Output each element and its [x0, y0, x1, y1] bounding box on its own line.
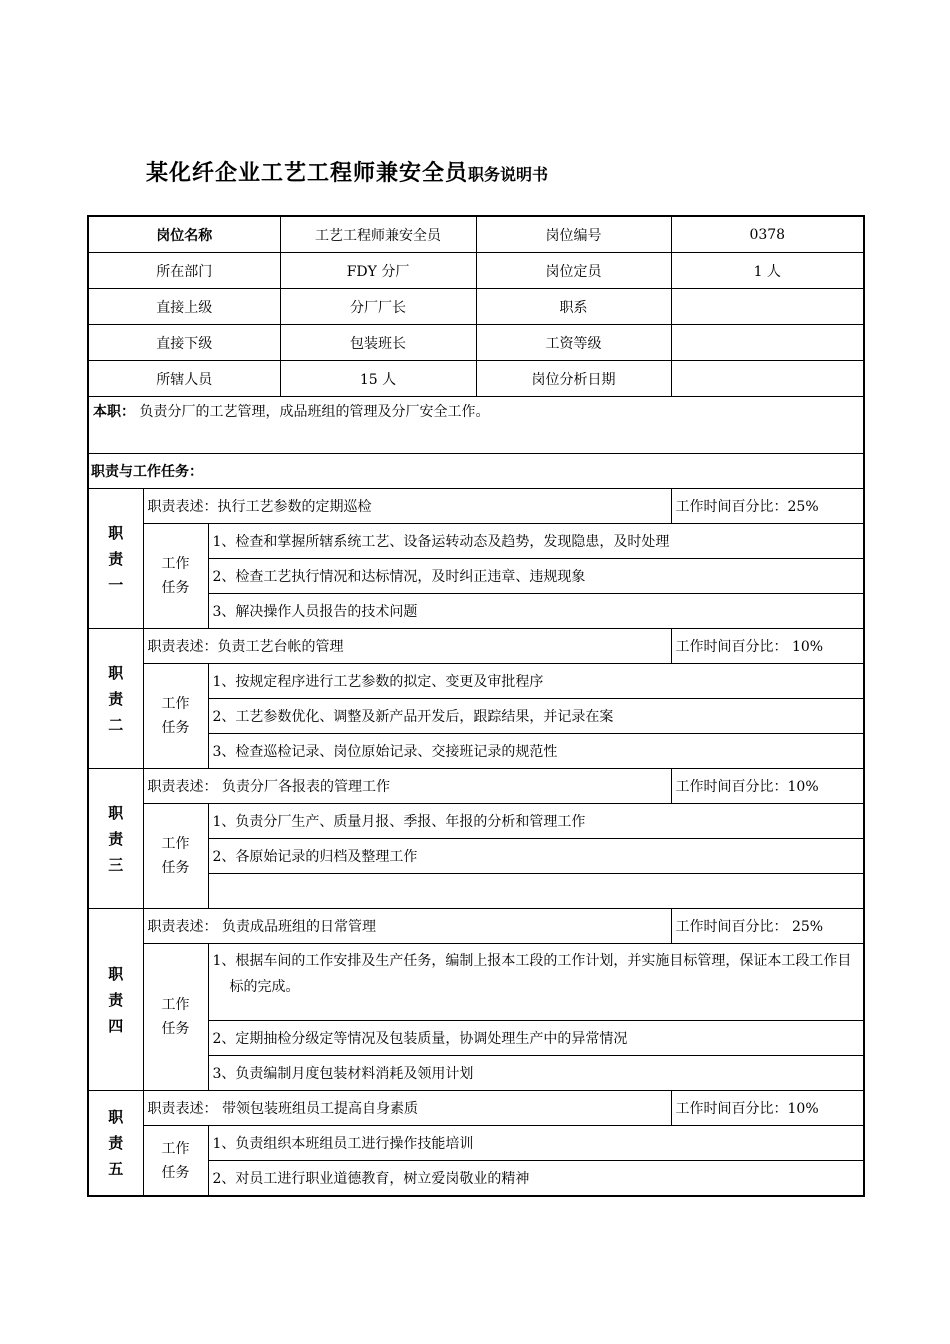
task-label-text: 任务	[161, 580, 190, 596]
duty-desc-row	[88, 1091, 864, 1126]
info-row	[88, 361, 864, 397]
document-title	[146, 156, 548, 187]
duty-description: 职责表述：负责工艺台帐的管理	[143, 629, 671, 664]
duty-desc-row	[88, 769, 864, 804]
duty-name-char: 责	[108, 829, 124, 848]
duty-task-row	[88, 664, 864, 699]
info-label: 岗位分析日期	[476, 361, 671, 397]
duty-name-char: 责	[108, 1134, 124, 1152]
duty-name-char: 职	[108, 964, 124, 983]
info-value: 15 人	[280, 361, 476, 397]
task-item: 3、解决操作人员报告的技术问题	[208, 594, 864, 629]
info-value	[671, 289, 864, 325]
duty-name-char: 五	[108, 1160, 124, 1178]
task-item: 2、对员工进行职业道德教育，树立爱岗敬业的精神	[208, 1161, 864, 1197]
duty-name-char: 责	[108, 689, 124, 708]
duty-name	[88, 769, 143, 909]
duty-name	[88, 909, 143, 1091]
duty-description: 职责表述： 负责分厂各报表的管理工作	[143, 769, 671, 804]
form-table	[87, 215, 865, 1197]
duty-name-char: 职	[108, 803, 124, 822]
duty-time-percent: 工作时间百分比： 10%	[671, 629, 864, 664]
task-label	[143, 1126, 208, 1197]
info-row	[88, 253, 864, 289]
info-value: FDY 分厂	[280, 253, 476, 289]
info-label: 直接上级	[88, 289, 280, 325]
task-item: 2、工艺参数优化、调整及新产品开发后，跟踪结果，并记录在案	[208, 699, 864, 734]
info-value	[671, 361, 864, 397]
task-label-text: 工作	[161, 1140, 190, 1157]
duties-header: 职责与工作任务：	[88, 454, 864, 489]
task-label-text: 工作	[161, 696, 190, 712]
duty-time-percent: 工作时间百分比：25%	[671, 489, 864, 524]
duty-description: 职责表述：执行工艺参数的定期巡检	[143, 489, 671, 524]
task-item	[208, 944, 864, 1021]
task-label	[143, 524, 208, 629]
duty-name-char: 职	[108, 663, 124, 682]
duty-name	[88, 489, 143, 629]
info-value: 分厂厂长	[280, 289, 476, 325]
info-label: 直接下级	[88, 325, 280, 361]
task-label-text: 任务	[161, 1021, 190, 1037]
duty-desc-row	[88, 629, 864, 664]
info-label: 岗位定员	[476, 253, 671, 289]
duty-name-char: 责	[108, 990, 124, 1009]
duty-name	[88, 629, 143, 769]
duty-description: 职责表述： 负责成品班组的日常管理	[143, 909, 671, 944]
duty-task-row	[88, 524, 864, 559]
task-label	[143, 804, 208, 909]
info-label: 职系	[476, 289, 671, 325]
info-label: 岗位编号	[476, 216, 671, 253]
title-main: 某化纤企业工艺工程师兼安全员	[146, 161, 469, 186]
info-row	[88, 289, 864, 325]
info-label: 所辖人员	[88, 361, 280, 397]
task-item: 1、负责分厂生产、质量月报、季报、年报的分析和管理工作	[208, 804, 864, 839]
duty-name-char: 四	[108, 1016, 124, 1035]
summary-label: 本职：	[93, 404, 135, 420]
task-item: 1、检查和掌握所辖系统工艺、设备运转动态及趋势，发现隐患，及时处理	[208, 524, 864, 559]
info-value: 包装班长	[280, 325, 476, 361]
info-label: 工资等级	[476, 325, 671, 361]
duty-time-percent: 工作时间百分比：10%	[671, 1091, 864, 1126]
duty-name-char: 二	[108, 715, 124, 734]
info-value: 1 人	[671, 253, 864, 289]
task-label-text: 工作	[161, 556, 190, 572]
summary-row	[88, 397, 864, 454]
summary-cell	[88, 397, 864, 454]
task-item: 1、按规定程序进行工艺参数的拟定、变更及审批程序	[208, 664, 864, 699]
info-label: 所在部门	[88, 253, 280, 289]
job-description-form	[87, 215, 863, 1197]
info-row	[88, 325, 864, 361]
task-label	[143, 944, 208, 1091]
duty-time-percent: 工作时间百分比： 25%	[671, 909, 864, 944]
duty-desc-row	[88, 489, 864, 524]
duty-name	[88, 1091, 143, 1197]
task-item: 3、负责编制月度包装材料消耗及领用计划	[208, 1056, 864, 1091]
summary-text: 负责分厂的工艺管理，成品班组的管理及分厂安全工作。	[139, 404, 490, 420]
task-item: 1、负责组织本班组员工进行操作技能培训	[208, 1126, 864, 1161]
task-label-text: 任务	[161, 720, 190, 736]
task-label-text: 工作	[161, 997, 190, 1013]
task-item: 2、各原始记录的归档及整理工作	[208, 839, 864, 874]
duty-description: 职责表述： 带领包装班组员工提高自身素质	[143, 1091, 671, 1126]
task-item: 3、检查巡检记录、岗位原始记录、交接班记录的规范性	[208, 734, 864, 769]
info-value: 0378	[671, 216, 864, 253]
duties-header-row	[88, 454, 864, 489]
duty-name-char: 责	[108, 549, 124, 568]
duty-task-row	[88, 1126, 864, 1161]
duty-desc-row	[88, 909, 864, 944]
task-label-text: 工作	[161, 836, 190, 852]
title-sub: 职务说明书	[468, 165, 549, 184]
duty-time-percent: 工作时间百分比：10%	[671, 769, 864, 804]
info-value: 工艺工程师兼安全员	[280, 216, 476, 253]
task-item-text: 1、根据车间的工作安排及生产任务，编制上报本工段的工作计划，并实施目标管理，保证本工段工作目标的完成。	[212, 953, 852, 995]
duty-name-char: 三	[108, 855, 124, 874]
task-item	[208, 874, 864, 909]
duty-name-char: 一	[108, 575, 124, 594]
duty-name-char: 职	[108, 523, 124, 542]
duty-name-char: 职	[108, 1108, 124, 1126]
duty-task-row	[88, 804, 864, 839]
info-label: 岗位名称	[88, 216, 280, 253]
task-item: 2、检查工艺执行情况和达标情况，及时纠正违章、违规现象	[208, 559, 864, 594]
info-value	[671, 325, 864, 361]
task-label-text: 任务	[161, 1164, 190, 1181]
duty-task-row	[88, 944, 864, 1021]
task-label-text: 任务	[161, 860, 190, 876]
task-item: 2、定期抽检分级定等情况及包装质量，协调处理生产中的异常情况	[208, 1021, 864, 1056]
task-label	[143, 664, 208, 769]
info-row	[88, 216, 864, 253]
